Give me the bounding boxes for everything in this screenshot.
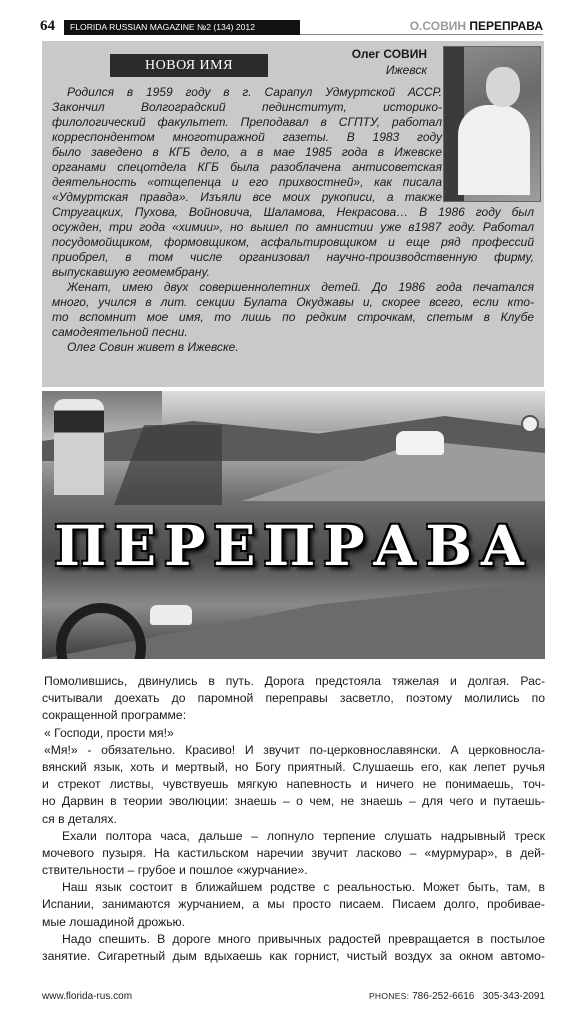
author-bio-box [42, 41, 544, 387]
bio-line: самодеятельной песни. [52, 325, 188, 339]
article-line: занятие. Сигаретный дым вдыхаешь как горнист, чистый воздух за окном автомо- [42, 949, 545, 963]
new-name-badge: НОВОЯ ИМЯ [110, 54, 268, 77]
road-photo-collage [42, 391, 545, 659]
bio-line: органами спецотдела КГБ была разоблачена антисоветская [52, 160, 442, 174]
author-city: Ижевск [385, 63, 427, 77]
article-line: Испании, занимаются журчанием, а мы просто писаем. Писаем долго, пробивае- [42, 897, 545, 912]
footer-phones [369, 991, 545, 1002]
bio-line: деятельность «отщепенца и его прихвостней», как писала [52, 175, 442, 189]
bio-line: посудомойщиком, формовщиком, асфальтировщиком и еще ряд профессий [52, 235, 534, 249]
article-line: но Дарвин в теории эволюции: знаешь – о чем, не знаешь – для чего и путаешь- [42, 794, 545, 809]
bio-line: Закончил Волгоградский пединститут, историко- [52, 100, 442, 114]
bio-line: Женат, имею двух совершеннолетних детей. До 1986 года печатался [67, 280, 534, 294]
steering-wheel-icon [56, 603, 146, 659]
bio-line: Родился в 1959 году в г. Сарапул Удмуртской АССР. [67, 85, 442, 99]
article-line: Ехали полтора часа, дальше – лопнуло терпение слушать надрывный треск [62, 828, 545, 843]
section-header [410, 19, 543, 33]
footer-website: www.florida-rus.com [42, 991, 133, 1002]
article-line: «Мя!» - обязательно. Красиво! И звучит по-церковнославянски. А церковносла- [44, 742, 545, 757]
bio-line: выпускавшую геомембрану. [52, 265, 210, 279]
article-line: ствительности – грубое и пошлое «журчание». [42, 863, 308, 878]
article-headline: ПЕРЕПРАВА [54, 513, 533, 578]
article-line: мые лошадиной дрожью. [42, 914, 186, 929]
article-line: и стрекот листвы, чувствуешь мягкую напевность и ничего не понимаешь, точ- [42, 777, 545, 792]
page-footer [42, 991, 545, 1005]
article-line: Надо спешить. В дороге много привычных радостей превращается в постылое [62, 931, 545, 946]
header-rule [300, 34, 543, 35]
article-line: Наш язык состоит в ближайшем родстве с реальностью. Может быть, там, в [62, 880, 545, 895]
phone-number-1: 786-252-6616 [412, 991, 475, 1002]
collage-oncoming-car [150, 605, 192, 625]
phone-number-2: 305-343-2091 [482, 991, 545, 1002]
collage-traffic-officer [54, 399, 104, 495]
page-header [0, 0, 586, 40]
article-line: ся в деталях. [42, 811, 117, 826]
magazine-issue-bar: FLORIDA RUSSIAN MAGAZINE №2 (134) 2012 [64, 20, 300, 35]
article-line: « Господи, прости мя!» [44, 725, 174, 740]
article-line: вянский язык, хоть и мертвый, но Богу приятный. Слушаешь его, как лепет ручья [42, 759, 545, 774]
bio-line: приобрел, в том числе организовал научно-производственную фирму, [52, 250, 534, 264]
phones-label: PHONES: [368, 991, 410, 1001]
bio-line: осужден, три года «химии», но вышел по амнистии уже в1987 году. Работал [52, 220, 534, 234]
collage-white-car [396, 431, 444, 455]
bio-line: филологический факультет. Преподавал в СГПТУ, работал [52, 115, 442, 129]
header-author: О.СОВИН [409, 19, 467, 33]
author-bio [52, 85, 534, 355]
bio-line: Олег Совин живет в Ижевске. [67, 340, 239, 354]
article-line: мочевого пузыря. На кастильском наречии звучит ласково – «мурмурар», в дей- [42, 845, 545, 860]
article-body [42, 673, 545, 965]
page-number: 64 [40, 18, 55, 34]
article-line: сокращенной программе: [42, 708, 187, 723]
speed-limit-sign-icon [521, 415, 539, 433]
author-name: Олег СОВИН [351, 47, 427, 61]
bio-line: то вспомнит мое имя, то лишь по редким строчкам, спетым в Клубе [52, 310, 534, 324]
bio-line: корреспондентом многотиражной газеты. В 1983 году [52, 130, 442, 144]
bio-line: много, учился в лит. секции Булата Окуджавы и, скорее всего, если кто- [52, 295, 534, 309]
article-line: считывали доехать до паромной переправы засветло, поэтому молились по [42, 691, 545, 706]
header-section-title: ПЕРЕПРАВА [469, 19, 543, 33]
bio-line: «Удмуртская правда». Изъяли все моих рукописи, а также [52, 190, 442, 204]
bio-line: было заведено в КГБ дело, а в мае 1985 года в Ижевске [52, 145, 442, 159]
bio-line: Стругацких, Пухова, Войновича, Шаламова, Некрасова… В 1986 году был [52, 205, 534, 219]
article-line: Помолившись, двинулись в путь. Дорога предстояла тяжелая и долгая. Рас- [44, 674, 545, 688]
